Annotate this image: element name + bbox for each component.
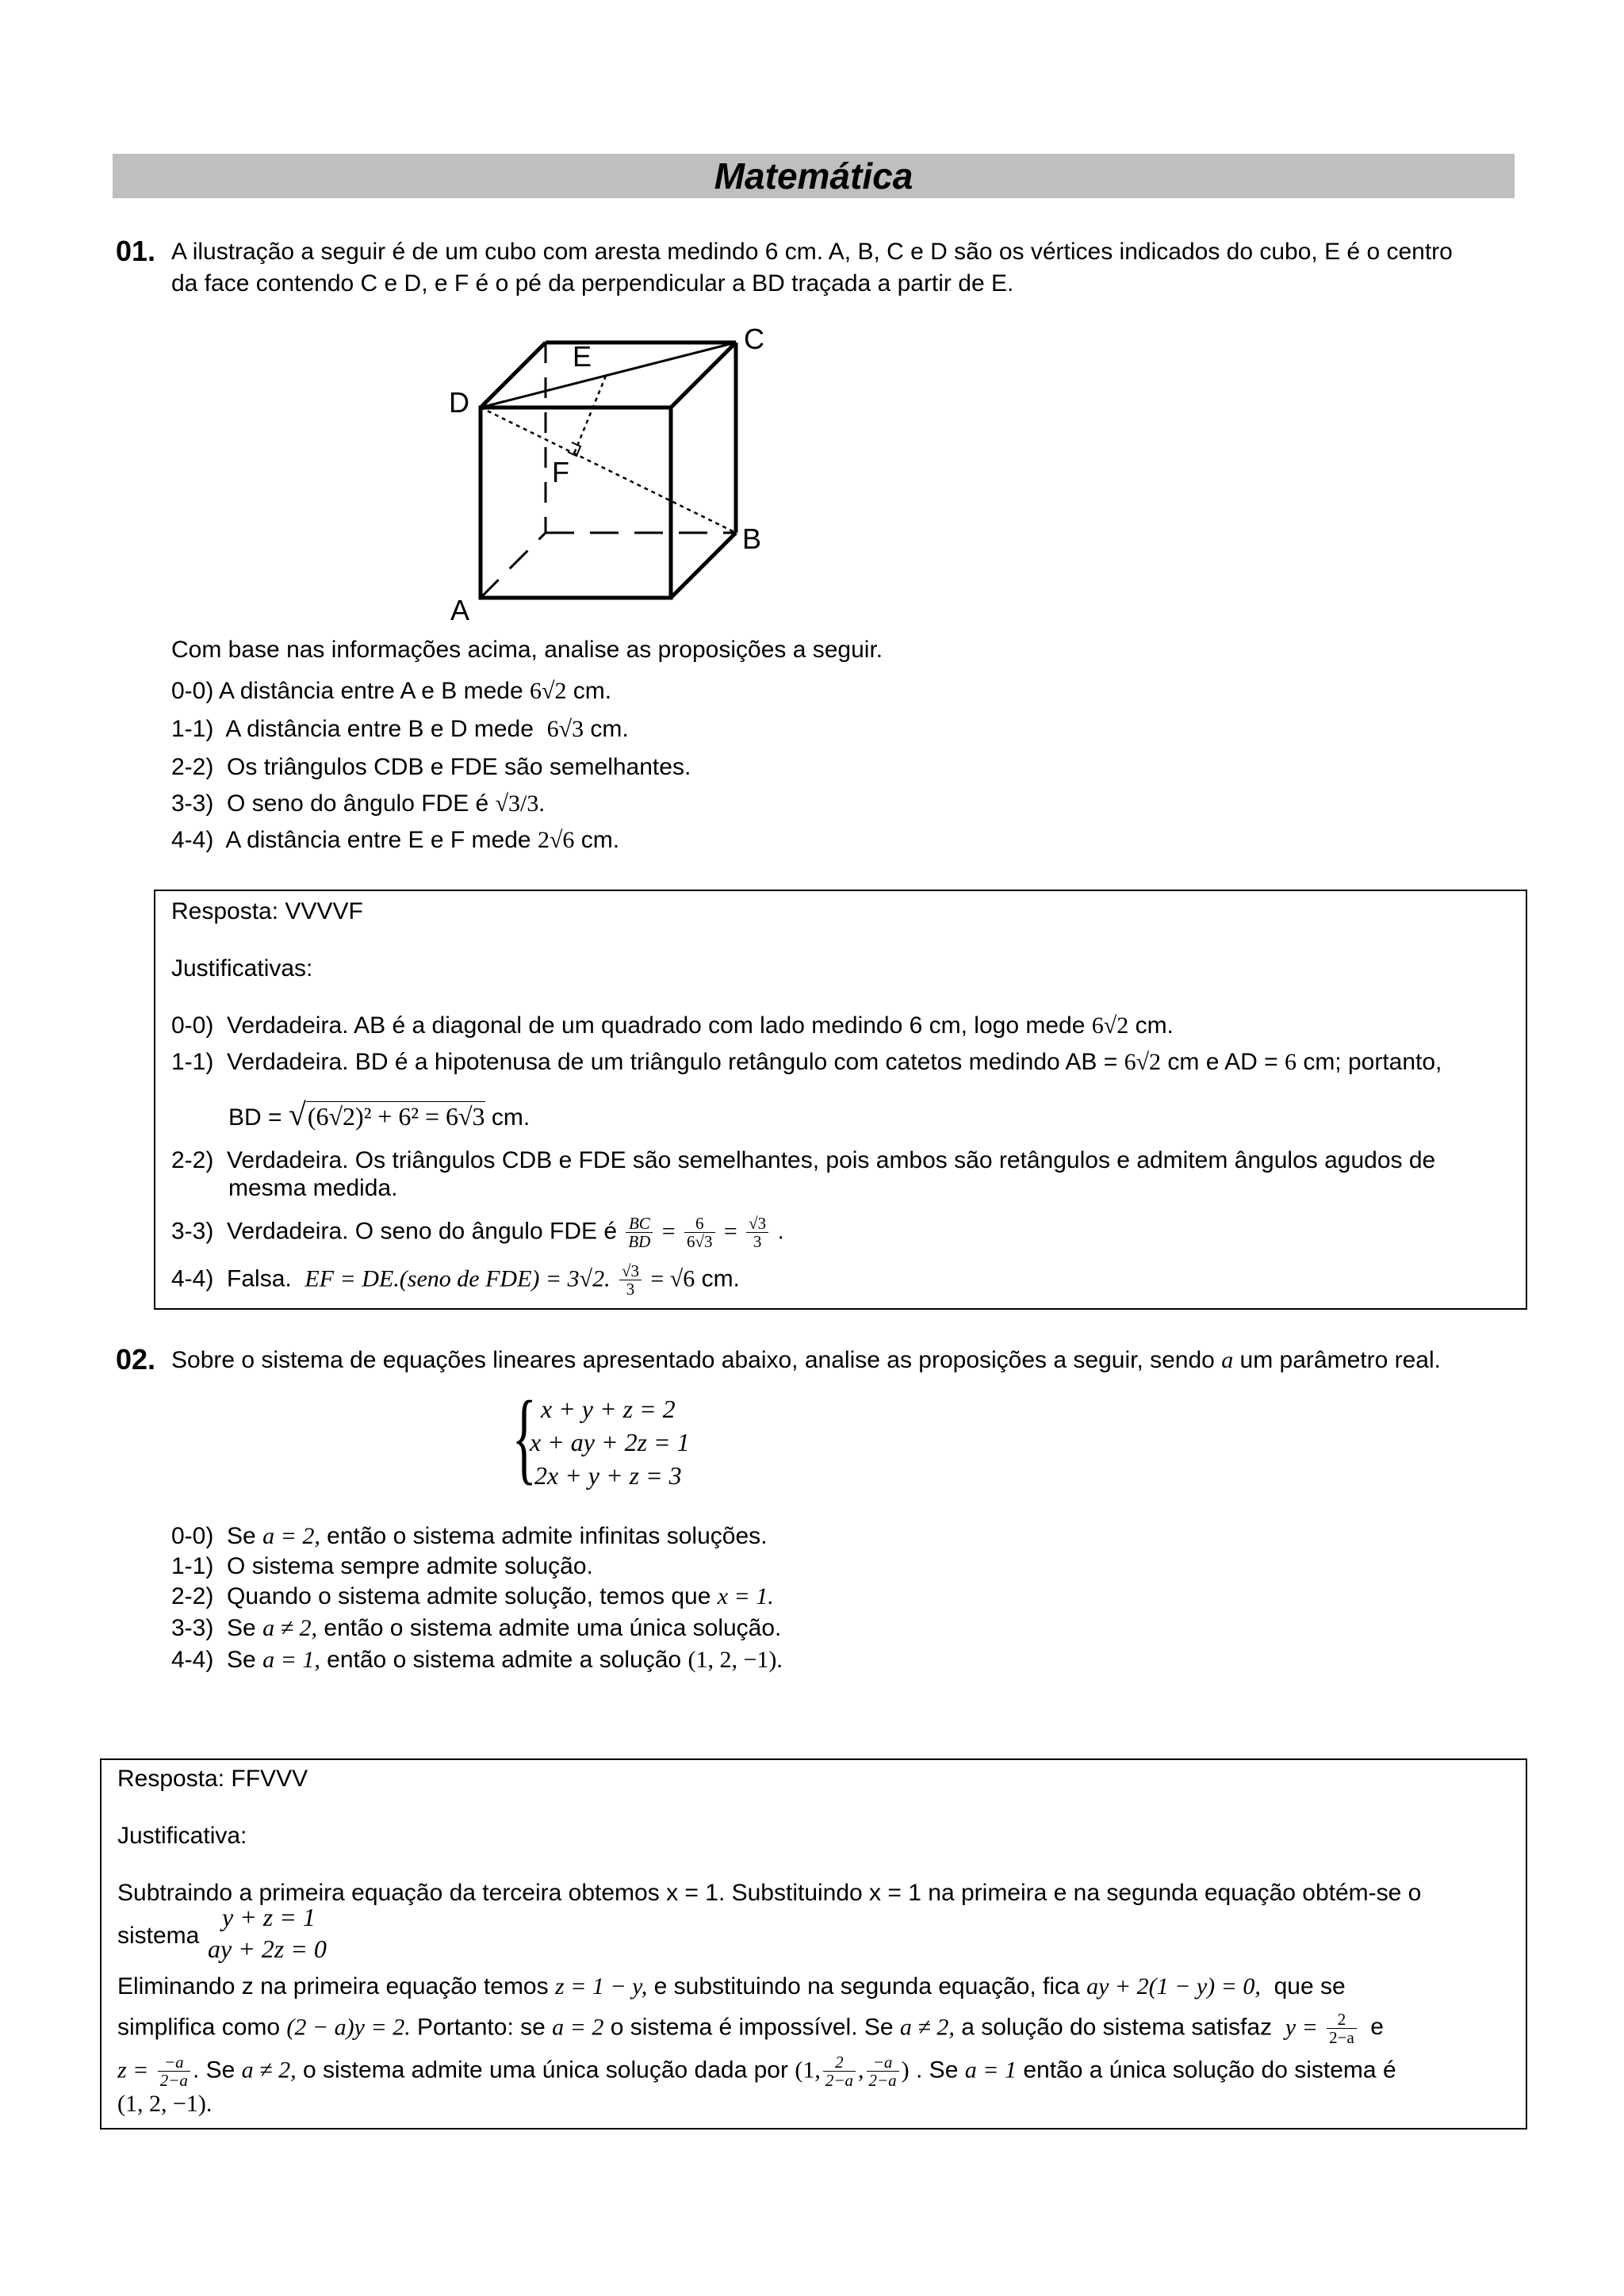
equation-1: x + y + z = 2 bbox=[541, 1395, 676, 1423]
vertex-label-f: F bbox=[552, 456, 569, 488]
vertex-label-e: E bbox=[573, 340, 592, 373]
vertex-label-a: A bbox=[450, 594, 470, 625]
equation-2: x + ay + 2z = 1 bbox=[530, 1428, 690, 1456]
segment-ef bbox=[574, 376, 606, 453]
system-brace: { bbox=[511, 1380, 537, 1494]
justification-1-formula: BD = √(6√2)² + 6² = 6√3 cm. bbox=[228, 1096, 530, 1132]
q2-proposition-4: 4-4) Se a = 1, então o sistema admite a solução (1, 2, −1). bbox=[171, 1647, 783, 1673]
question-2-number: 02. bbox=[116, 1343, 156, 1376]
cube-figure bbox=[444, 323, 777, 625]
answer-2-sistema-label: sistema bbox=[117, 1923, 200, 1949]
q1-proposition-0: 0-0) A distância entre A e B mede 6√2 cm. bbox=[171, 678, 612, 704]
answer-1-resposta: Resposta: VVVVF bbox=[171, 898, 363, 924]
q2-proposition-3: 3-3) Se a ≠ 2, então o sistema admite uma única solução. bbox=[171, 1615, 782, 1641]
answer-2-line-3: Eliminando z na primeira equação temos z = 1 − y, e substituindo na segunda equação, fica ay + 2(1 − y) = 0, que se bbox=[117, 1973, 1346, 1999]
q2-proposition-0: 0-0) Se a = 2, então o sistema admite infinitas soluções. bbox=[171, 1523, 768, 1549]
question-1-intro: Com base nas informações acima, analise as proposições a seguir. bbox=[171, 637, 883, 663]
vertex-label-c: C bbox=[744, 323, 764, 355]
answer-2-line-6: (1, 2, −1). bbox=[117, 2091, 213, 2117]
justification-3: 3-3) Verdadeira. O seno do ângulo FDE é $\frac{BC}{BD}$ = $\frac{6}{6√3}$ = $\frac{√3}{3}$ . bbox=[171, 1214, 784, 1251]
question-2-statement: Sobre o sistema de equações lineares apresentado abaixo, analise as proposições a seguir, sendo a um parâmetro real. bbox=[171, 1347, 1441, 1373]
answer-box-2 bbox=[100, 1758, 1527, 2130]
cube-edge bbox=[671, 342, 736, 408]
question-1-statement-line2: da face contendo C e D, e F é o pé da perpendicular a BD traçada a partir de E. bbox=[171, 270, 1014, 297]
q1-proposition-3: 3-3) O seno do ângulo FDE é √3/3. bbox=[171, 790, 545, 817]
equation-3: 2x + y + z = 3 bbox=[534, 1461, 682, 1490]
answer-2-subsystem: y + z = 1 ay + 2z = 0 bbox=[208, 1903, 327, 1963]
q2-proposition-1: 1-1) O sistema sempre admite solução. bbox=[171, 1553, 593, 1579]
segment-dc bbox=[481, 342, 736, 408]
q1-proposition-4: 4-4) A distância entre E e F mede 2√6 cm. bbox=[171, 827, 620, 853]
justification-2: 2-2) Verdadeira. Os triângulos CDB e FDE são semelhantes, pois ambos são retângulos e admitem ângulos agudos de mesma medida. bbox=[171, 1147, 1436, 1201]
question-1-number: 01. bbox=[116, 235, 156, 267]
cube-edge bbox=[671, 533, 736, 598]
linear-system bbox=[530, 1392, 690, 1492]
vertex-label-b: B bbox=[742, 522, 762, 555]
question-1-statement-line1: A ilustração a seguir é de um cubo com aresta medindo 6 cm. A, B, C e D são os vértices indicados do cubo, E é o centro bbox=[171, 239, 1453, 265]
justification-4: 4-4) Falsa. EF = DE.(seno de FDE) = 3√2. $\frac{√3}{3}$ = √6 cm. bbox=[171, 1261, 740, 1299]
cube-edge bbox=[481, 342, 546, 408]
answer-box-1 bbox=[154, 890, 1527, 1310]
justification-1: 1-1) Verdadeira. BD é a hipotenusa de um triângulo retângulo com catetos medindo AB = 6√2 cm e AD = 6 cm; portanto, bbox=[171, 1049, 1442, 1075]
answer-2-line-5: z = $\frac{-a}{2-a}$ . Se a ≠ 2, o sistema admite uma única solução dada por (1, $\frac{2}{2-a}$ , $\frac{-a}{2-a}$ ) . Se a = 1 então a única solução do sistema é bbox=[117, 2053, 1396, 2090]
q2-proposition-2: 2-2) Quando o sistema admite solução, temos que x = 1. bbox=[171, 1583, 774, 1609]
answer-1-justificativas: Justificativas: bbox=[171, 955, 313, 982]
justification-0: 0-0) Verdadeira. AB é a diagonal de um quadrado com lado medindo 6 cm, logo mede 6√2 cm. bbox=[171, 1012, 1174, 1039]
vertex-label-d: D bbox=[449, 386, 469, 419]
page-title: Matemática bbox=[113, 154, 1515, 198]
cube-front-face bbox=[481, 408, 671, 598]
answer-2-line-1: Subtraindo a primeira equação da terceira obtemos x = 1. Substituindo x = 1 na primeira e na segunda equação obtém-se o bbox=[117, 1880, 1422, 1906]
question-1-statement bbox=[171, 236, 1519, 300]
segment-db bbox=[481, 408, 736, 533]
q1-proposition-2: 2-2) Os triângulos CDB e FDE são semelhantes. bbox=[171, 754, 691, 780]
answer-2-justificativa: Justificativa: bbox=[117, 1823, 247, 1849]
answer-2-line-4: simplifica como (2 − a)y = 2. Portanto: se a = 2 o sistema é impossível. Se a ≠ 2, a solução do sistema satisfaz y = $\frac{2}{2-a}$ e bbox=[117, 2010, 1384, 2047]
answer-2-resposta: Resposta: FFVVV bbox=[117, 1766, 308, 1792]
q1-proposition-1: 1-1) A distância entre B e D mede 6√3 cm. bbox=[171, 716, 629, 742]
cube-hidden-edge bbox=[481, 533, 546, 598]
